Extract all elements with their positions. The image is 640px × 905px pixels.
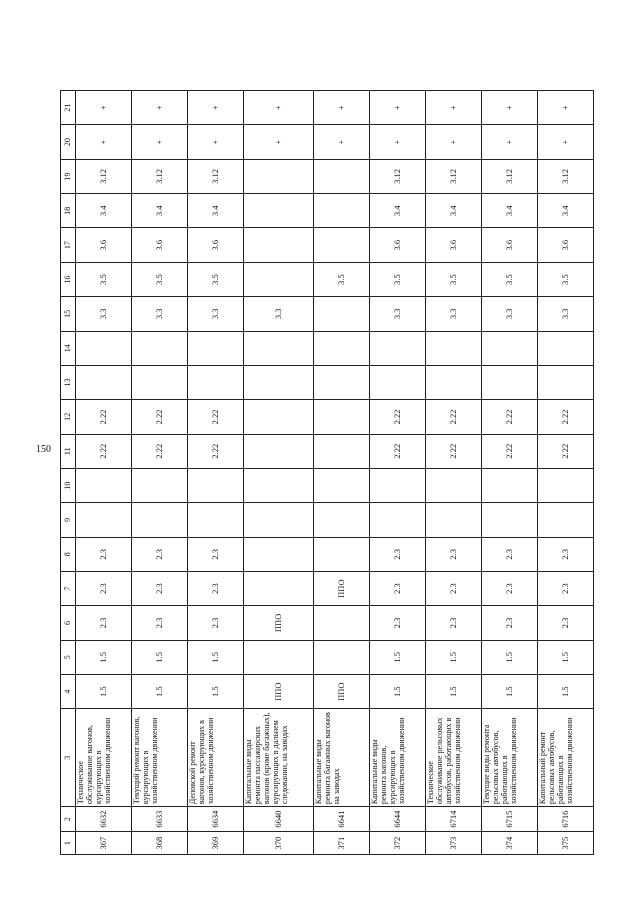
value-cell-19: 3.12 [132, 159, 188, 193]
value-cell-10 [132, 468, 188, 502]
value-cell-11: 2.22 [538, 434, 594, 468]
value-cell-19: 3.12 [76, 159, 132, 193]
value-cell-11: 2.22 [482, 434, 538, 468]
value-cell-11 [314, 434, 370, 468]
value-cell-13 [482, 365, 538, 399]
value-cell-14 [244, 331, 314, 365]
value-cell-17: 3.6 [482, 228, 538, 262]
value-cell-11: 2.22 [188, 434, 244, 468]
value-cell-8: 2.3 [538, 537, 594, 571]
header-cell: 13 [61, 365, 76, 399]
value-cell-6: 2.3 [370, 606, 426, 640]
table-row [538, 91, 594, 855]
row-number-cell: 373 [426, 832, 482, 855]
value-cell-19: 3.12 [188, 159, 244, 193]
value-cell-12: 2.22 [538, 400, 594, 434]
value-cell-15: 3.3 [482, 297, 538, 331]
value-cell-4: 1.5 [370, 674, 426, 708]
value-cell-19 [314, 159, 370, 193]
value-cell-14 [426, 331, 482, 365]
value-cell-9 [244, 503, 314, 537]
description-cell: Капитальные виды ремонта вагонов, курсирующих в хозяйственном движении [370, 709, 426, 807]
table-row [244, 91, 314, 855]
value-cell-20: + [370, 125, 426, 159]
row-number-cell: 367 [76, 832, 132, 855]
value-cell-21: + [76, 91, 132, 125]
header-cell: 7 [61, 571, 76, 605]
value-cell-10 [244, 468, 314, 502]
value-cell-13 [76, 365, 132, 399]
code-cell: 6644 [370, 807, 426, 832]
header-cell: 21 [61, 91, 76, 125]
value-cell-12: 2.22 [188, 400, 244, 434]
value-cell-17: 3.6 [370, 228, 426, 262]
value-cell-20: + [188, 125, 244, 159]
description-cell: Капитальные виды ремонта багажных вагонов на заводах [314, 709, 370, 807]
value-cell-21: + [426, 91, 482, 125]
value-cell-11: 2.22 [426, 434, 482, 468]
header-cell: 1 [61, 832, 76, 855]
value-cell-14 [76, 331, 132, 365]
description-cell: Техническое обслуживание рельсовых автобусов, работающих в хозяйственном движении [426, 709, 482, 807]
value-cell-9 [370, 503, 426, 537]
value-cell-15: 3.3 [426, 297, 482, 331]
code-cell: 6632 [76, 807, 132, 832]
value-cell-11: 2.22 [370, 434, 426, 468]
header-cell: 6 [61, 606, 76, 640]
code-cell: 6716 [538, 807, 594, 832]
value-cell-4: 1.5 [538, 674, 594, 708]
value-cell-19: 3.12 [482, 159, 538, 193]
description-cell: Деповской ремонт вагонов, курсирующих в хозяйственном движении [188, 709, 244, 807]
value-cell-13 [132, 365, 188, 399]
value-cell-9 [188, 503, 244, 537]
value-cell-18: 3.4 [188, 194, 244, 228]
value-cell-6: 2.3 [426, 606, 482, 640]
value-cell-16 [244, 262, 314, 296]
value-cell-14 [132, 331, 188, 365]
value-cell-21: + [132, 91, 188, 125]
header-cell: 18 [61, 194, 76, 228]
table-row [76, 91, 132, 855]
value-cell-10 [538, 468, 594, 502]
value-cell-12: 2.22 [482, 400, 538, 434]
value-cell-8: 2.3 [188, 537, 244, 571]
value-cell-18: 3.4 [482, 194, 538, 228]
value-cell-7: ППО [314, 571, 370, 605]
value-cell-6: 2.3 [132, 606, 188, 640]
value-cell-13 [188, 365, 244, 399]
value-cell-16: 3.5 [188, 262, 244, 296]
code-cell: 6715 [482, 807, 538, 832]
value-cell-16: 3.5 [538, 262, 594, 296]
value-cell-15: 3.3 [538, 297, 594, 331]
value-cell-13 [314, 365, 370, 399]
value-cell-4: 1.5 [132, 674, 188, 708]
value-cell-20: + [244, 125, 314, 159]
value-cell-21: + [370, 91, 426, 125]
value-cell-11 [244, 434, 314, 468]
value-cell-18 [314, 194, 370, 228]
value-cell-4: 1.5 [482, 674, 538, 708]
value-cell-16: 3.5 [426, 262, 482, 296]
code-cell: 6640 [244, 807, 314, 832]
value-cell-13 [538, 365, 594, 399]
value-cell-18 [244, 194, 314, 228]
value-cell-4: 1.5 [426, 674, 482, 708]
value-cell-18: 3.4 [132, 194, 188, 228]
header-cell: 17 [61, 228, 76, 262]
value-cell-17: 3.6 [188, 228, 244, 262]
description-cell: Текущий ремонт вагонов, курсирующих в хозяйственном движении [132, 709, 188, 807]
value-cell-18: 3.4 [370, 194, 426, 228]
description-cell: Капитальные виды ремонта пассажирских вагонов (кроме багажных), курсирующих в дальнем следовании, на заводах [244, 709, 314, 807]
norms-table [60, 90, 594, 855]
value-cell-20: + [76, 125, 132, 159]
value-cell-20: + [314, 125, 370, 159]
description-cell: Капитальный ремонт рельсовых автобусов, работающих в хозяйственном движении [538, 709, 594, 807]
header-cell: 9 [61, 503, 76, 537]
value-cell-9 [314, 503, 370, 537]
value-cell-9 [538, 503, 594, 537]
header-cell: 11 [61, 434, 76, 468]
header-cell: 19 [61, 159, 76, 193]
value-cell-8: 2.3 [370, 537, 426, 571]
value-cell-5: 1.5 [482, 640, 538, 674]
value-cell-9 [132, 503, 188, 537]
value-cell-12: 2.22 [426, 400, 482, 434]
value-cell-4: 1.5 [188, 674, 244, 708]
value-cell-21: + [188, 91, 244, 125]
header-cell: 15 [61, 297, 76, 331]
value-cell-7: 2.3 [426, 571, 482, 605]
header-cell: 20 [61, 125, 76, 159]
header-cell: 12 [61, 400, 76, 434]
value-cell-7 [244, 571, 314, 605]
value-cell-15: 3.3 [76, 297, 132, 331]
value-cell-8: 2.3 [482, 537, 538, 571]
value-cell-7: 2.3 [370, 571, 426, 605]
value-cell-17: 3.6 [132, 228, 188, 262]
value-cell-7: 2.3 [188, 571, 244, 605]
value-cell-10 [482, 468, 538, 502]
value-cell-6 [314, 606, 370, 640]
value-cell-12: 2.22 [370, 400, 426, 434]
value-cell-8: 2.3 [76, 537, 132, 571]
row-number-cell: 370 [244, 832, 314, 855]
row-number-cell: 374 [482, 832, 538, 855]
value-cell-16: 3.5 [76, 262, 132, 296]
value-cell-10 [76, 468, 132, 502]
value-cell-5: 1.5 [538, 640, 594, 674]
value-cell-16: 3.5 [314, 262, 370, 296]
value-cell-20: + [482, 125, 538, 159]
value-cell-12: 2.22 [76, 400, 132, 434]
value-cell-15: 3.3 [188, 297, 244, 331]
table-row [482, 91, 538, 855]
value-cell-18: 3.4 [426, 194, 482, 228]
value-cell-11: 2.22 [132, 434, 188, 468]
header-cell: 5 [61, 640, 76, 674]
value-cell-10 [314, 468, 370, 502]
value-cell-20: + [426, 125, 482, 159]
value-cell-16: 3.5 [132, 262, 188, 296]
row-number-cell: 372 [370, 832, 426, 855]
value-cell-15: 3.3 [370, 297, 426, 331]
value-cell-19 [244, 159, 314, 193]
value-cell-11: 2.22 [76, 434, 132, 468]
value-cell-19: 3.12 [426, 159, 482, 193]
table-row [132, 91, 188, 855]
header-cell: 8 [61, 537, 76, 571]
value-cell-4: 1.5 [76, 674, 132, 708]
value-cell-16: 3.5 [370, 262, 426, 296]
value-cell-6: 2.3 [538, 606, 594, 640]
code-cell: 6634 [188, 807, 244, 832]
value-cell-12 [244, 400, 314, 434]
value-cell-4: ППО [244, 674, 314, 708]
value-cell-6: 2.3 [188, 606, 244, 640]
value-cell-8 [244, 537, 314, 571]
value-cell-19: 3.12 [538, 159, 594, 193]
value-cell-8: 2.3 [132, 537, 188, 571]
value-cell-15: 3.3 [132, 297, 188, 331]
value-cell-17 [244, 228, 314, 262]
value-cell-14 [482, 331, 538, 365]
code-cell: 6633 [132, 807, 188, 832]
value-cell-14 [538, 331, 594, 365]
row-number-cell: 371 [314, 832, 370, 855]
code-cell: 6641 [314, 807, 370, 832]
value-cell-17 [314, 228, 370, 262]
row-number-cell: 368 [132, 832, 188, 855]
value-cell-6: 2.3 [76, 606, 132, 640]
value-cell-18: 3.4 [538, 194, 594, 228]
value-cell-13 [426, 365, 482, 399]
value-cell-9 [482, 503, 538, 537]
value-cell-10 [370, 468, 426, 502]
value-cell-5: 1.5 [132, 640, 188, 674]
header-cell: 3 [61, 709, 76, 807]
value-cell-14 [370, 331, 426, 365]
value-cell-13 [244, 365, 314, 399]
value-cell-18: 3.4 [76, 194, 132, 228]
value-cell-16: 3.5 [482, 262, 538, 296]
value-cell-21: + [314, 91, 370, 125]
value-cell-5: 1.5 [426, 640, 482, 674]
description-cell: Техническое обслуживание вагонов, курсирующих в хозяйственном движении [76, 709, 132, 807]
header-cell: 2 [61, 807, 76, 832]
value-cell-7: 2.3 [482, 571, 538, 605]
value-cell-20: + [132, 125, 188, 159]
description-cell: Текущие виды ремонта рельсовых автобусов, работающих в хозяйственном движении [482, 709, 538, 807]
value-cell-17: 3.6 [426, 228, 482, 262]
value-cell-12 [314, 400, 370, 434]
value-cell-20: + [538, 125, 594, 159]
value-cell-21: + [244, 91, 314, 125]
header-cell: 4 [61, 674, 76, 708]
value-cell-6: 2.3 [482, 606, 538, 640]
row-number-cell: 369 [188, 832, 244, 855]
value-cell-14 [188, 331, 244, 365]
header-cell: 10 [61, 468, 76, 502]
value-cell-21: + [538, 91, 594, 125]
value-cell-17: 3.6 [76, 228, 132, 262]
code-cell: 6714 [426, 807, 482, 832]
table-row [426, 91, 482, 855]
value-cell-15: 3.3 [244, 297, 314, 331]
value-cell-5 [244, 640, 314, 674]
value-cell-5: 1.5 [188, 640, 244, 674]
value-cell-4: ППО [314, 674, 370, 708]
table-row [188, 91, 244, 855]
value-cell-7: 2.3 [538, 571, 594, 605]
row-number-cell: 375 [538, 832, 594, 855]
value-cell-5: 1.5 [370, 640, 426, 674]
value-cell-8 [314, 537, 370, 571]
header-cell: 14 [61, 331, 76, 365]
page-number: 150 [36, 444, 51, 455]
table-row [370, 91, 426, 855]
table-row [314, 91, 370, 855]
value-cell-15 [314, 297, 370, 331]
value-cell-17: 3.6 [538, 228, 594, 262]
value-cell-14 [314, 331, 370, 365]
value-cell-9 [426, 503, 482, 537]
value-cell-8: 2.3 [426, 537, 482, 571]
header-row [61, 91, 76, 855]
value-cell-13 [370, 365, 426, 399]
value-cell-5 [314, 640, 370, 674]
value-cell-12: 2.22 [132, 400, 188, 434]
value-cell-9 [76, 503, 132, 537]
value-cell-7: 2.3 [76, 571, 132, 605]
table-rotator [60, 90, 580, 855]
value-cell-10 [426, 468, 482, 502]
value-cell-6: ППО [244, 606, 314, 640]
header-cell: 16 [61, 262, 76, 296]
value-cell-21: + [482, 91, 538, 125]
value-cell-5: 1.5 [76, 640, 132, 674]
value-cell-19: 3.12 [370, 159, 426, 193]
value-cell-10 [188, 468, 244, 502]
value-cell-7: 2.3 [132, 571, 188, 605]
